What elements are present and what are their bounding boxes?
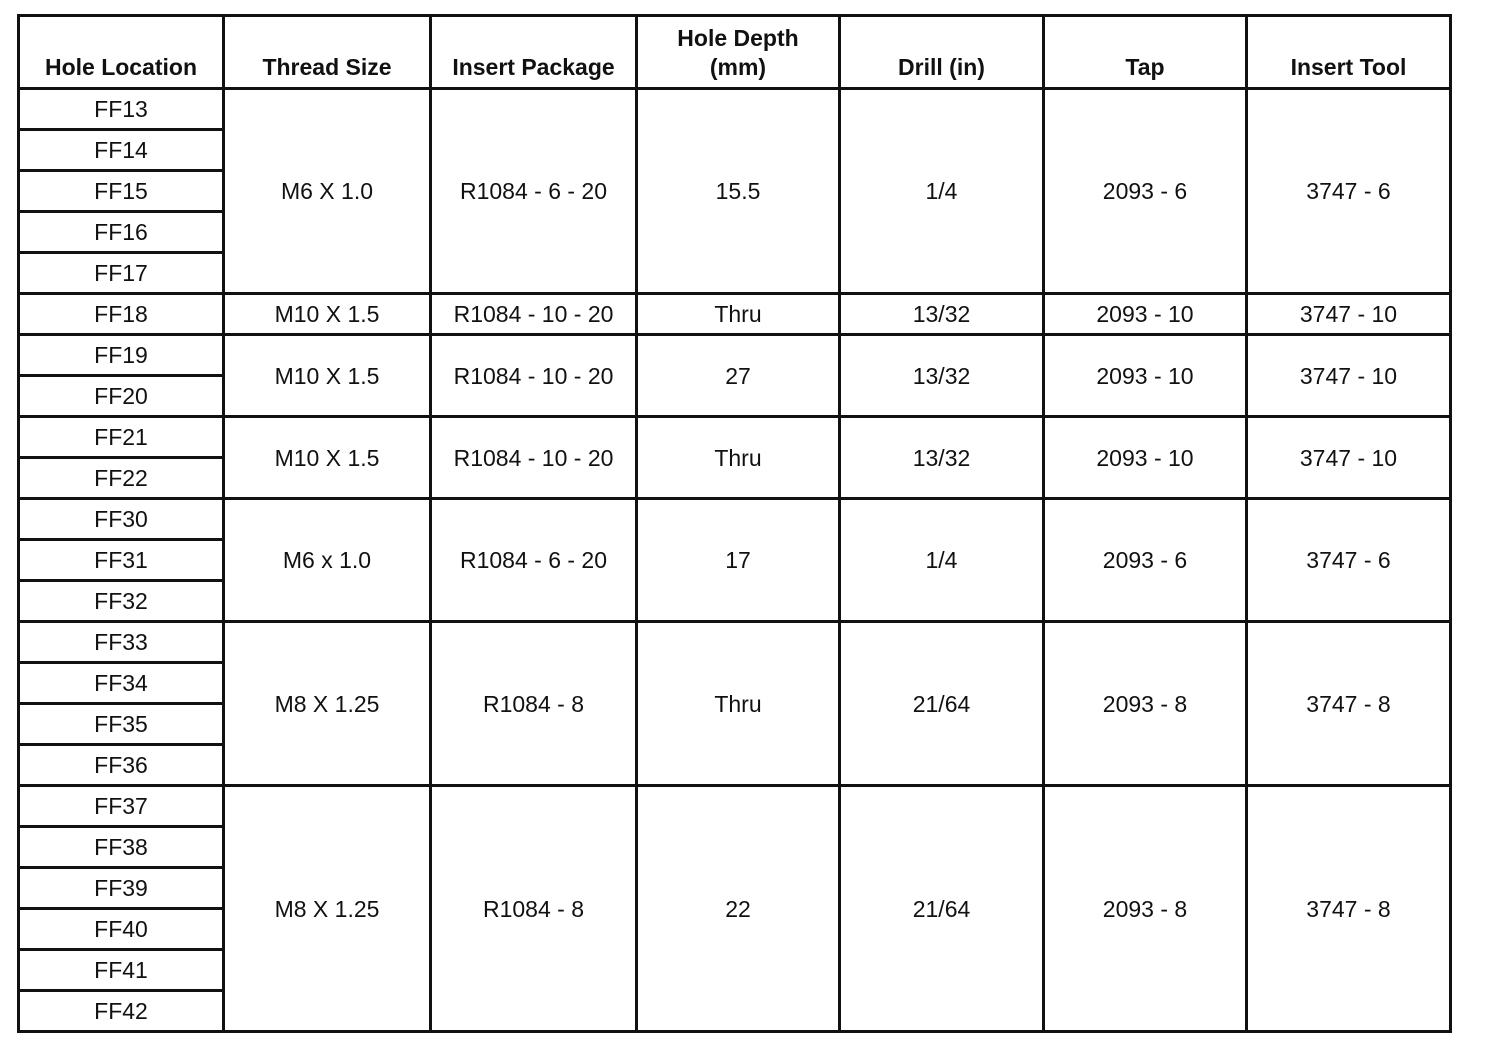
- hole-depth-cell: 22: [637, 786, 840, 1032]
- header-row: [19, 16, 1451, 89]
- insert-package-cell: R1084 - 10 - 20: [431, 294, 637, 335]
- header-hole-depth: Hole Depth (mm): [637, 16, 840, 89]
- drill-cell: 21/64: [840, 786, 1044, 1032]
- tap-cell: 2093 - 10: [1044, 417, 1247, 499]
- hole-location-cell: FF14: [19, 130, 224, 171]
- hole-location-cell: FF22: [19, 458, 224, 499]
- hole-depth-cell: Thru: [637, 417, 840, 499]
- insert-specification-table: [17, 14, 1452, 1033]
- insert-tool-cell: 3747 - 8: [1247, 622, 1451, 786]
- hole-location-cell: FF21: [19, 417, 224, 458]
- hole-location-cell: FF39: [19, 868, 224, 909]
- drill-cell: 1/4: [840, 89, 1044, 294]
- drill-cell: 13/32: [840, 335, 1044, 417]
- hole-location-cell: FF16: [19, 212, 224, 253]
- header-drill: Drill (in): [840, 16, 1044, 89]
- tap-cell: 2093 - 6: [1044, 89, 1247, 294]
- thread-size-cell: M10 X 1.5: [224, 294, 431, 335]
- insert-tool-cell: 3747 - 10: [1247, 417, 1451, 499]
- hole-location-cell: FF38: [19, 827, 224, 868]
- insert-tool-cell: 3747 - 8: [1247, 786, 1451, 1032]
- table-row: [19, 499, 1451, 540]
- header-tap: Tap: [1044, 16, 1247, 89]
- drill-cell: 21/64: [840, 622, 1044, 786]
- table-row: [19, 89, 1451, 130]
- thread-size-cell: M10 X 1.5: [224, 335, 431, 417]
- hole-location-cell: FF13: [19, 89, 224, 130]
- thread-size-cell: M8 X 1.25: [224, 622, 431, 786]
- thread-size-cell: M10 X 1.5: [224, 417, 431, 499]
- hole-location-cell: FF20: [19, 376, 224, 417]
- drill-cell: 13/32: [840, 294, 1044, 335]
- hole-location-cell: FF37: [19, 786, 224, 827]
- hole-location-cell: FF36: [19, 745, 224, 786]
- hole-location-cell: FF41: [19, 950, 224, 991]
- hole-depth-cell: Thru: [637, 622, 840, 786]
- hole-location-cell: FF33: [19, 622, 224, 663]
- drill-cell: 13/32: [840, 417, 1044, 499]
- hole-depth-cell: Thru: [637, 294, 840, 335]
- hole-location-cell: FF19: [19, 335, 224, 376]
- insert-tool-cell: 3747 - 10: [1247, 294, 1451, 335]
- insert-package-cell: R1084 - 8: [431, 622, 637, 786]
- hole-location-cell: FF17: [19, 253, 224, 294]
- hole-location-cell: FF18: [19, 294, 224, 335]
- hole-location-cell: FF40: [19, 909, 224, 950]
- table-row: [19, 294, 1451, 335]
- tap-cell: 2093 - 8: [1044, 786, 1247, 1032]
- hole-location-cell: FF42: [19, 991, 224, 1032]
- tap-cell: 2093 - 6: [1044, 499, 1247, 622]
- table-row: [19, 335, 1451, 376]
- thread-size-cell: M6 x 1.0: [224, 499, 431, 622]
- hole-location-cell: FF34: [19, 663, 224, 704]
- tap-cell: 2093 - 8: [1044, 622, 1247, 786]
- header-insert-package: Insert Package: [431, 16, 637, 89]
- hole-depth-cell: 27: [637, 335, 840, 417]
- hole-location-cell: FF31: [19, 540, 224, 581]
- insert-tool-cell: 3747 - 10: [1247, 335, 1451, 417]
- drill-cell: 1/4: [840, 499, 1044, 622]
- insert-package-cell: R1084 - 10 - 20: [431, 335, 637, 417]
- header-hole-location: Hole Location: [19, 16, 224, 89]
- insert-tool-cell: 3747 - 6: [1247, 499, 1451, 622]
- thread-size-cell: M8 X 1.25: [224, 786, 431, 1032]
- insert-tool-cell: 3747 - 6: [1247, 89, 1451, 294]
- tap-cell: 2093 - 10: [1044, 294, 1247, 335]
- insert-package-cell: R1084 - 8: [431, 786, 637, 1032]
- hole-location-cell: FF35: [19, 704, 224, 745]
- header-thread-size: Thread Size: [224, 16, 431, 89]
- hole-depth-cell: 17: [637, 499, 840, 622]
- hole-depth-cell: 15.5: [637, 89, 840, 294]
- table-row: [19, 622, 1451, 663]
- thread-size-cell: M6 X 1.0: [224, 89, 431, 294]
- header-insert-tool: Insert Tool: [1247, 16, 1451, 89]
- insert-package-cell: R1084 - 10 - 20: [431, 417, 637, 499]
- table-row: [19, 786, 1451, 827]
- hole-location-cell: FF15: [19, 171, 224, 212]
- insert-package-cell: R1084 - 6 - 20: [431, 89, 637, 294]
- hole-location-cell: FF32: [19, 581, 224, 622]
- table-body: [19, 89, 1451, 1032]
- insert-package-cell: R1084 - 6 - 20: [431, 499, 637, 622]
- table-row: [19, 417, 1451, 458]
- hole-location-cell: FF30: [19, 499, 224, 540]
- tap-cell: 2093 - 10: [1044, 335, 1247, 417]
